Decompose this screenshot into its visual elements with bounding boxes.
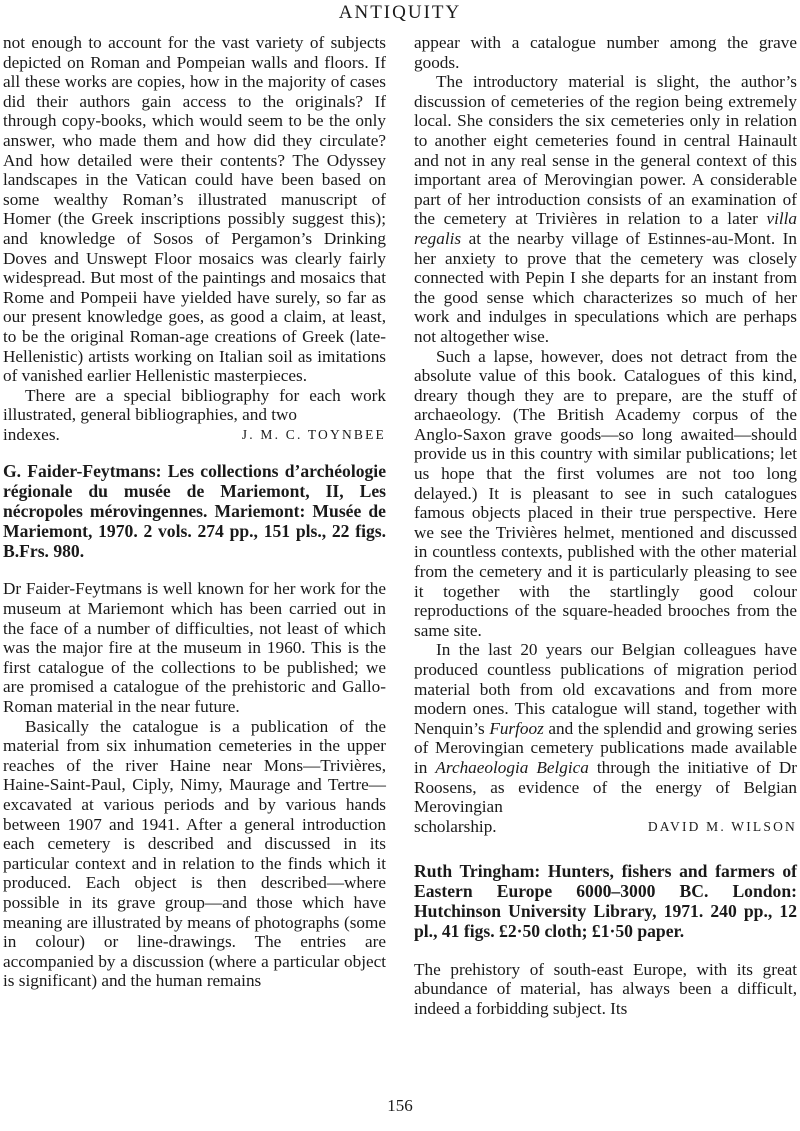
- paragraph: The prehistory of south-east Europe, with its great abundance of material, has always been a difficult, indeed a forbidding subject. Its: [414, 959, 797, 1018]
- signature-line: [414, 817, 797, 837]
- paragraph-text: and the splendid and growing series of Merovingian cemetery publications made available in: [414, 718, 798, 777]
- paragraph: Basically the catalogue is a publication of the material from six inhumation cemeteries in the upper reaches of the river Haine near Mons—Trivières, Haine-Saint-Paul, Ciply, Nimy, Maurage and Tertre—excavated at various periods and by various hands between 1907 and 1941. After a general introduction each cemetery is described and discussed in its particular context and in relation to the finds which it produced. Each object is then described—where possible in its grave group—and those which have meaning are illustrated by means of photographs (some in colour) or line-drawings. The entries are accompanied by a discussion (where a particular object is significant) and the human remains: [3, 716, 386, 991]
- right-column: [414, 33, 797, 1018]
- paragraph: not enough to account for the vast variety of subjects depicted on Roman and Pompeian walls and floors. If all these works are copies, how in the majority of cases did their authors gain access to the originals? If through copy-books, which would seem to be the only answer, who made them and how did they circulate? And how detailed were their contents? The Odyssey landscapes in the Vatican could have been based on some wealthy Roman’s illustrated manuscript of Homer (the Greek inscriptions possibly suggest this); and knowledge of Sosos of Pergamon’s Drinking Doves and Unswept Floor mosaics was clearly fairly widespread. But most of the paintings and mosaics that Rome and Pompeii have yielded have surely, so far as our present knowledge goes, as good a claim, at least, to be the original Roman-age creations of Greek (late-Hellenistic) artists working on Italian soil as imitations of vanished earlier Hellenistic masterpieces.: [3, 33, 386, 386]
- paragraph: [414, 72, 797, 346]
- paragraph-text: through the initiative of Dr Roosens, as evidence of the energy of Belgian Merovingian: [414, 757, 798, 817]
- running-head: ANTIQUITY: [338, 2, 462, 23]
- signature-line: [3, 425, 386, 445]
- paragraph: Such a lapse, however, does not detract from the absolute value of this book. Catalogues of this kind, dreary though they are to prepare, are the stuff of archaeology. (The British Academy corpus of the Anglo-Saxon grave goods—so long awaited—should provide us in this country with similar publications; let us hope that the first volumes are not too long delayed.) It is pleasant to see in such catalogues famous objects placed in their true perspective. Here we see the Trivières helmet, mentioned and discussed in countless contexts, published with the other material from the cemetery and it is particularly pleasing to see it together with the startlingly good colour reproductions of the square-headed brooches from the same site.: [414, 346, 797, 640]
- review-heading: Ruth Tringham: Hunters, fishers and farmers of Eastern Europe 6000–3000 BC. London: Hutchinson University Library, 1971. 240 pp., 12 pl., 41 figs. £2·50 cloth; £1·50 paper.: [414, 861, 797, 941]
- review-heading: G. Faider-Feytmans: Les collections d’archéologie régionale du musée de Mariemont, II, Les nécropoles mérovingennes. Mariemont: Musée de Mariemont, 1970. 2 vols. 274 pp., 151 pls., 22 figs. B.Frs. 980.: [3, 461, 386, 561]
- paragraph-text: The introductory material is slight, the author’s discussion of cemeteries of the region being extremely local. She considers the six cemeteries only in relation to another eight cemeteries found in central Hainault and not in any real sense in the general context of this important area of Merovingian power. A considerable part of her introduction consists of an examination of the cemetery at Trivières in relation to a later: [414, 72, 797, 229]
- paragraph: appear with a catalogue number among the grave goods.: [414, 33, 797, 72]
- paragraph-text: In the last 20 years our Belgian colleagues have produced countless publications of migration period material both from old excavations and from more modern ones. This catalogue will stand, together with Nenquin’s: [414, 640, 797, 738]
- paragraph-text: There are a special bibliography for each work illustrated, general bibliographies, and two: [3, 385, 386, 425]
- paragraph: Dr Faider-Feytmans is well known for her work for the museum at Mariemont which has been carried out in the face of a number of difficulties, not least of which was the major fire at the museum in 1960. This is the first catalogue of the collections to be published; we are promised a catalogue of the prehistoric and Gallo-Roman material in the near future.: [3, 579, 386, 717]
- paragraph: [414, 640, 797, 816]
- left-column: [3, 33, 386, 991]
- paragraph: [3, 386, 386, 425]
- italic-title: Furfooz: [489, 718, 544, 738]
- paragraph-end: scholarship.: [414, 816, 497, 836]
- reviewer-signature: DAVID M. WILSON: [647, 818, 797, 834]
- reviewer-signature: J. M. C. TOYNBEE: [241, 426, 386, 442]
- paragraph-end: indexes.: [3, 424, 60, 444]
- page-number: 156: [387, 1096, 413, 1115]
- italic-term: villa regalis: [414, 209, 797, 248]
- italic-title: Archaeologia Belgica: [435, 757, 589, 777]
- paragraph-text: at the nearby village of Estinnes-au-Mont. In her anxiety to prove that the cemetery was closely connected with Pepin I she departs for an instant from the good sense which characterizes so much of her work and indulges in speculations which are perhaps not altogether wise.: [414, 228, 797, 346]
